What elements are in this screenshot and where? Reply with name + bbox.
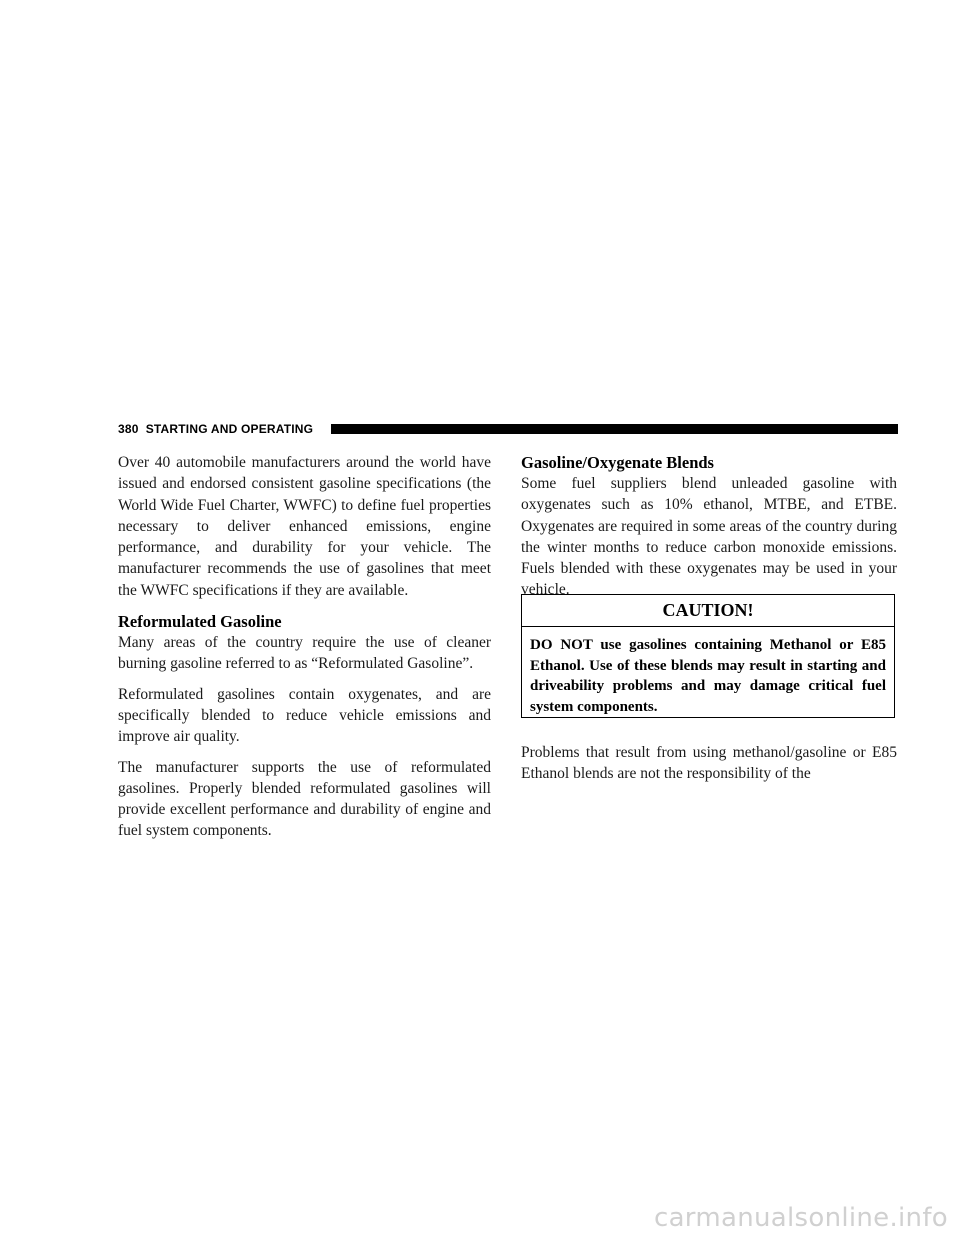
problems-paragraph: Problems that result from using methanol/gasoline or E85 Ethanol blends are not the responsibility of the: [521, 744, 897, 783]
page-number: 380: [118, 422, 139, 436]
reformulated-paragraph-3: The manufacturer supports the use of reformulated gasolines. Properly blended reformulated gasolines will provide excellent performance and durability of engine and fuel system components.: [118, 758, 491, 840]
reformulated-paragraph-1: Many areas of the country require the use of cleaner burning gasoline referred to as “Reformulated Gasoline”.: [118, 634, 491, 673]
caution-text: DO NOT use gasolines containing Methanol or E85 Ethanol. Use of these blends may result in starting and driveability problems and may damage critical fuel system components.: [530, 637, 886, 715]
watermark: carmanualsonline.info: [653, 1203, 948, 1233]
caution-box: [521, 594, 895, 718]
oxygenate-paragraph: Some fuel suppliers blend unleaded gasoline with oxygenates such as 10% ethanol, MTBE, and ETBE. Oxygenates are required in some areas of the country during the winter months to reduce carbon monoxide emissions. Fuels blended with these oxygenates may be used in your vehicle.: [521, 475, 897, 599]
wwfc-paragraph: Over 40 automobile manufacturers around the world have issued and endorsed consistent gasoline specifications (the World Wide Fuel Charter, WWFC) to define fuel properties necessary to deliver enhanced emissions, engine performance, and durability for your vehicle. The manufacturer recommends the use of gasolines that meet the WWFC specifications if they are available.: [118, 454, 491, 599]
oxygenate-blends-heading: Gasoline/Oxygenate Blends: [521, 453, 714, 472]
reformulated-paragraph-2: Reformulated gasolines contain oxygenates, and are specifically blended to reduce vehicle emissions and improve air quality.: [118, 685, 491, 746]
left-column: [118, 452, 491, 842]
right-column: [521, 452, 897, 601]
page-header: [118, 421, 898, 437]
section-title: STARTING AND OPERATING: [145, 422, 314, 436]
header-label: [118, 421, 313, 437]
caution-title: CAUTION!: [522, 595, 894, 627]
header-rule: [331, 424, 898, 434]
problems-section: [521, 742, 897, 785]
reformulated-gasoline-heading: Reformulated Gasoline: [118, 612, 282, 632]
